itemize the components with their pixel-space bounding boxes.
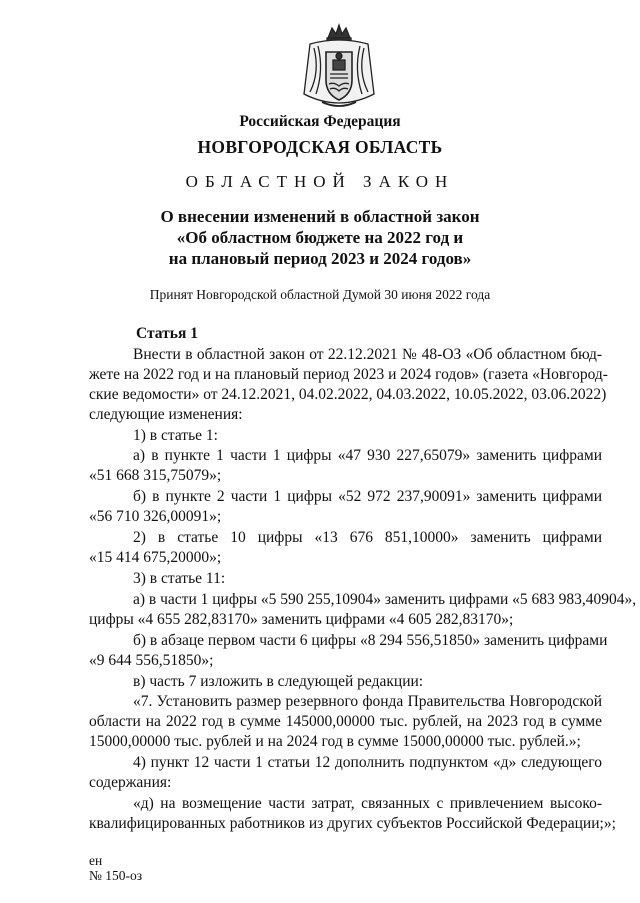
- adoption-note: Принят Новгородской областной Думой 30 июня 2022 года: [149, 287, 491, 302]
- body-line: «д) на возмещение части затрат, связанных с привлечением высоко-: [133, 795, 602, 812]
- body-line: Внести в областной закон от 22.12.2021 № 48-ОЗ «Об областном бюд-: [133, 346, 602, 363]
- body-line: 4) пункт 12 части 1 статьи 12 дополнить подпунктом «д» следующего: [133, 754, 602, 771]
- coat-of-arms-emblem: [300, 22, 378, 114]
- body-line: 15000,00000 тыс. рублей и на 2024 год в сумме 15000,00000 тыс. рублей.»;: [89, 733, 581, 750]
- body-line: квалифицированных работников из других субъектов Российской Федерации;»;: [89, 815, 616, 832]
- law-title-line: на плановый период 2023 и 2024 годов»: [168, 249, 472, 268]
- document-type: ОБЛАСТНОЙ ЗАКОН: [185, 172, 455, 191]
- body-line: области на 2022 год в сумме 145000,00000 тыс. рублей, на 2023 год в сумме: [89, 713, 602, 730]
- body-line: 3) в статье 11:: [133, 570, 226, 587]
- body-line: 1) в статье 1:: [133, 427, 218, 444]
- body-line: ские ведомости» от 24.12.2021, 04.02.2022, 04.03.2022, 10.05.2022, 03.06.2022): [89, 386, 607, 403]
- body-line: цифры «4 655 282,83170» заменить цифрами «4 605 282,83170»;: [89, 611, 514, 628]
- body-line: «56 710 326,00091»;: [89, 508, 222, 525]
- body-line: а) в пункте 1 части 1 цифры «47 930 227,65079» заменить цифрами: [133, 447, 602, 464]
- body-line: содержания:: [89, 774, 172, 791]
- body-line: б) в пункте 2 части 1 цифры «52 972 237,90091» заменить цифрами: [133, 488, 602, 505]
- law-title: [0, 206, 640, 269]
- body-line: б) в абзаце первом части 6 цифры «8 294 556,51850» заменить цифрами: [133, 632, 608, 649]
- body-line: в) часть 7 изложить в следующей редакции:: [133, 673, 424, 690]
- law-title-line: О внесении изменений в областной закон: [160, 207, 480, 226]
- footer-law-number: № 150-оз: [89, 868, 143, 883]
- article-heading: Статья 1: [136, 325, 198, 342]
- body-line: 2) в статье 10 цифры «13 676 851,10000» заменить цифрами: [133, 529, 602, 546]
- law-title-line: «Об областном бюджете на 2022 год и: [176, 228, 464, 247]
- body-line: «15 414 675,20000»;: [89, 549, 222, 566]
- body-line: а) в части 1 цифры «5 590 255,10904» заменить цифрами «5 683 983,40904»,: [133, 591, 637, 608]
- body-line: жете на 2022 год и на плановый период 2023 и 2024 годов» (газета «Новгород-: [89, 366, 608, 383]
- body-line: «51 668 315,75079»;: [89, 467, 222, 484]
- body-line: «7. Установить размер резервного фонда Правительства Новгородской: [133, 693, 602, 710]
- body-line: следующие изменения:: [89, 406, 243, 423]
- federation-heading: Российская Федерация: [239, 113, 401, 130]
- region-heading: НОВГОРОДСКАЯ ОБЛАСТЬ: [197, 137, 443, 157]
- body-line: «9 644 556,51850»;: [89, 652, 214, 669]
- footer-initials: ен: [89, 853, 103, 868]
